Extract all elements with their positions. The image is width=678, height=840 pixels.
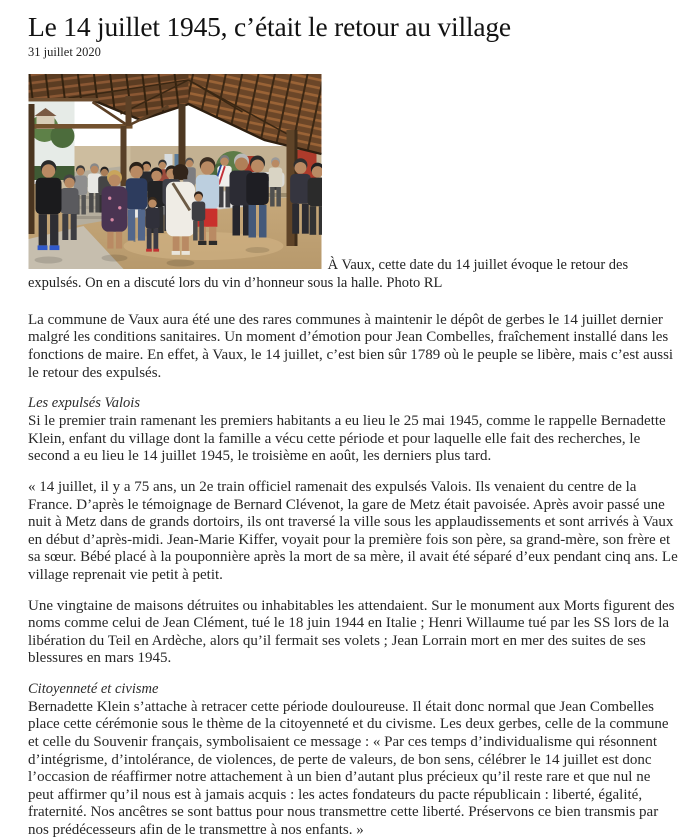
article: [28, 12, 678, 840]
article-photo: [28, 74, 322, 269]
publish-date: 31 juillet 2020: [28, 44, 101, 59]
body-paragraph: Une vingtaine de maisons détruites ou inhabitables les attendaient. Sur le monument aux Morts figurent des noms comme celui de Jean Clément, tué le 18 juin 1944 en Italie ; Henri Willaume tué par les SS lors de la libération du Teil en Ardèche, alors qu’il fermait ses volets ; Jean Lorrain mort en mer des suites de ses blessures en mars 1945.: [28, 597, 675, 667]
body-paragraph: « 14 juillet, il y a 75 ans, un 2e train officiel ramenait des expulsés Valois. Ils venaient du centre de la France. D’après le témoignage de Bernard Clévenot, la gare de Metz était pavoisée. Après avoir passé une nuit à Metz dans de grands dortoirs, ils ont traversé la ville sous les applaudissements et sont arrivés à Vaux en début d’après-midi. Jean-Marie Kiffer, voyait pour la première fois son père, sa grand-mère, son frère et sa sœur. Bébé placé à la pouponnière après la mort de sa mère, il avait été séparé d’eux pendant cinq ans. Le village reprenait vie petit à petit.: [28, 478, 678, 583]
body-paragraph: La commune de Vaux aura été une des rares communes à maintenir le dépôt de gerbes le 14 juillet dernier malgré les conditions sanitaires. Un moment d’émotion pour Jean Combelles, fraîchement installé dans les fonctions de maire. En effet, à Vaux, le 14 juillet, c’est bien sûr 1789 où le peuple se libère, mais c’est aussi le retour des expulsés.: [28, 311, 674, 381]
body-paragraph: Si le premier train ramenant les premiers habitants a eu lieu le 25 mai 1945, comme le rappelle Bernadette Klein, enfant du village dont la famille a vécu cette période et pour laquelle elle fait des recherches, le second a eu lieu le 14 juillet 1945, le troisième en août, les derniers plus tard.: [28, 413, 666, 465]
photo-caption-text: À Vaux, cette date du 14 juillet évoque le retour des expulsés. On en a discuté lors du vin d’honneur sous la halle. Photo RL: [28, 256, 629, 291]
subheading-citoyennete-civisme: Citoyenneté et civisme: [28, 680, 159, 697]
page-title: Le 14 juillet 1945, c’était le retour au village: [28, 11, 511, 42]
article-body: [28, 312, 678, 840]
halle-photo-illustration: [28, 74, 322, 269]
photo-caption: [28, 74, 678, 292]
body-paragraph: Bernadette Klein s’attache à retracer cette période douloureuse. Il était donc normal que Jean Combelles place cette cérémonie sous le thème de la citoyenneté et du civisme. Les deux gerbes, celle de la commune et celle du Souvenir français, symbolisaient ce message : « Par ces temps d’individualisme qui résonnent d’intégrisme, d’intolérance, de violences, de perte de valeurs, de bon sens, célébrer le 14 juillet est donc l’occasion de réaffirmer notre attachement à un bien d’autant plus précieux qu’il reste rare et que nul ne peut affirmer qu’il nous est à jamais acquis : les actes fondateurs du pacte républicain : liberté, égalité, fraternité. Nos ancêtres se sont battus pour nous transmettre cette liberté. Préservons ce bien transmis par nos prédécesseurs afin de le transmettre à nos enfants. »: [28, 698, 669, 839]
subheading-expulses-valois: Les expulsés Valois: [28, 395, 140, 412]
